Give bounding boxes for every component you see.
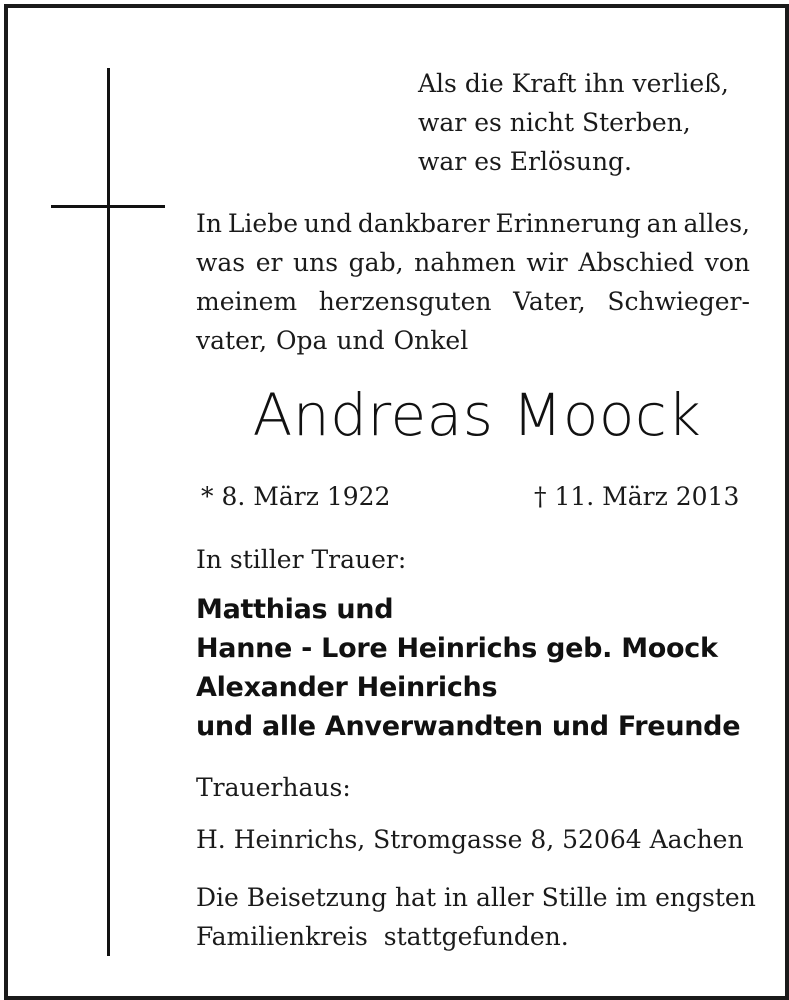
death-date: † 11. März 2013 bbox=[534, 482, 740, 511]
intro-word: meinem bbox=[196, 287, 298, 316]
intro-paragraph bbox=[196, 204, 750, 360]
intro-word: Liebe bbox=[227, 209, 299, 238]
intro-word: vater, bbox=[196, 326, 268, 355]
intro-word: Schwieger- bbox=[607, 287, 750, 316]
intro-line bbox=[196, 282, 750, 321]
obituary-frame bbox=[4, 4, 789, 1000]
intro-word: dankbarer bbox=[357, 209, 490, 238]
intro-word: gab, bbox=[348, 248, 404, 277]
motto-line: war es Erlösung. bbox=[418, 147, 633, 176]
intro-word: In bbox=[196, 209, 222, 238]
intro-word: Vater, bbox=[513, 287, 586, 316]
intro-word: von bbox=[704, 248, 750, 277]
intro-word: alles, bbox=[683, 209, 750, 238]
mourner-line: Hanne - Lore Heinrichs geb. Moock bbox=[196, 633, 718, 664]
intro-word: wir bbox=[526, 248, 568, 277]
mourning-label: In stiller Trauer: bbox=[196, 545, 407, 574]
burial-note-line: Die Beisetzung hat in aller Stille im engsten bbox=[196, 883, 756, 912]
intro-word: an bbox=[646, 209, 678, 238]
birth-date: * 8. März 1922 bbox=[201, 482, 391, 511]
intro-word: und bbox=[303, 209, 353, 238]
mourner-line: Matthias und bbox=[196, 594, 394, 625]
mourner-line: Alexander Heinrichs bbox=[196, 672, 498, 703]
intro-word: er bbox=[255, 248, 283, 277]
intro-word: herzensguten bbox=[318, 287, 492, 316]
intro-word: Opa bbox=[276, 326, 328, 355]
mourners-list bbox=[196, 590, 740, 746]
cross-icon-vertical-bar bbox=[107, 68, 110, 956]
motto-line: Als die Kraft ihn verließ, bbox=[418, 69, 729, 98]
intro-word: und bbox=[336, 326, 385, 355]
deceased-name: Andreas Moock bbox=[252, 381, 702, 449]
burial-note-line: Familienkreis stattgefunden. bbox=[196, 922, 569, 951]
intro-word: Abschied bbox=[578, 248, 695, 277]
intro-word: Onkel bbox=[393, 326, 469, 355]
cross-icon-horizontal-bar bbox=[51, 205, 165, 208]
intro-word: nahmen bbox=[414, 248, 516, 277]
burial-note bbox=[196, 878, 756, 956]
intro-word: was bbox=[196, 248, 246, 277]
intro-word: Erinnerung bbox=[495, 209, 641, 238]
intro-line bbox=[196, 243, 750, 282]
motto bbox=[418, 64, 729, 181]
mourning-house-label: Trauerhaus: bbox=[196, 773, 351, 802]
mourning-house-address: H. Heinrichs, Stromgasse 8, 52064 Aachen bbox=[196, 825, 744, 854]
intro-word: uns bbox=[293, 248, 339, 277]
intro-line bbox=[196, 204, 750, 243]
motto-line: war es nicht Sterben, bbox=[418, 108, 691, 137]
mourner-line: und alle Anverwandten und Freunde bbox=[196, 711, 741, 742]
intro-line bbox=[196, 321, 750, 360]
